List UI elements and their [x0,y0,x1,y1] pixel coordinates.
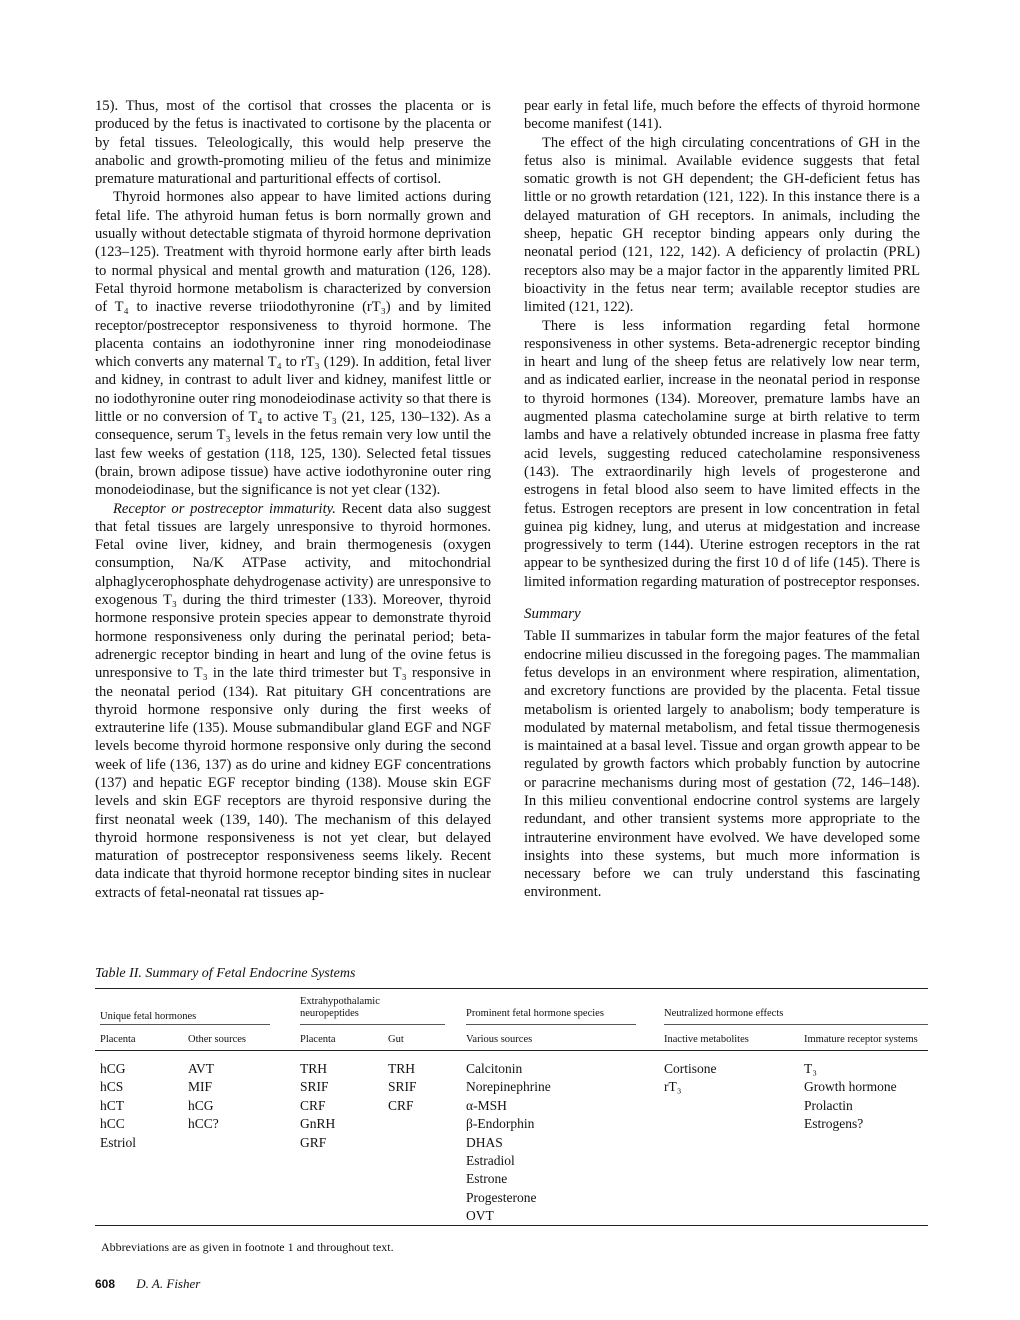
subheader-placenta: Placenta [100,1034,136,1045]
paragraph: Thyroid hormones also appear to have limited actions during fetal life. The athyroid human fetus is born normally grown and usually without detectable stigmata of thyroid hormone deprivation (123–125). Treatment with thyroid hormone early after birth leads to normal physical and mental growth and maturation (126, 128). Fetal thyroid hormone metabolism is characterized by conversion of T₄ to inactive reverse triiodothyronine (rT₃) and by limited receptor/postreceptor responsiveness to thyroid hormone. The placenta contains an iodothyronine inner ring monodeiodinase which converts any maternal T₄ to rT₃ (129). In addition, fetal liver and kidney, in contrast to adult liver and kidney, manifest little or no iodothyronine outer ring monodeiodinase activity so that there is little or no conversion of T₄ to active T₃ (21, 125, 130–132). As a consequence, serum T₃ levels in the fetus remain very low until the last few weeks of gestation (118, 125, 130). Selected fetal tissues (brain, brown adipose tissue) have active iodothyronine outer ring monodeiodinase, but the significance is not yet clear (132). [95,189,491,499]
table-cell: GRF [300,1134,327,1150]
header-unique-hormones: Unique fetal hormones [100,1011,197,1022]
table-cell: TRH [388,1061,415,1076]
table-cell: CRF [300,1097,326,1113]
table-cell: DHAS [466,1134,503,1150]
table-cell: α-MSH [466,1097,507,1113]
page-number: 608 [95,1277,116,1291]
table-cell: β-Endorphin [466,1116,535,1132]
paragraph-text: Recent data also suggest that fetal tissues are largely unresponsive to thyroid hormones. Fetal ovine liver, kidney, and brain thermogenesis (oxygen consumption, Na/K ATPase activity, and mitochondrial alphaglycerophosphate dehydrogenase activity) are unresponsive to exogenous T₃ during the third trimester (133). Moreover, thyroid hormone responsive protein species appear to demonstrate thyroid hormone responsiveness only during the perinatal period; beta-adrenergic receptor binding in heart and lung of the ovine fetus is unresponsive to T₃ in the late third trimester but T₃ responsive in the neonatal period (134). Rat pituitary GH concentrations are thyroid hormone responsive only during the first weeks of extrauterine life (135). Mouse submandibular gland EGF and NGF levels become thyroid hormone responsive only during the second week of life (136, 137) as do urine and kidney EGF concentrations (137) and hepatic EGF receptor binding (138). Mouse skin EGF levels and skin EGF receptors are thyroid responsive during the first neonatal week (139, 140). The mechanism of this delayed thyroid hormone responsiveness is not yet clear, but delayed maturation of postreceptor responsiveness seems likely. Recent data indicate that thyroid hormone receptor binding sites in nuclear extracts of fetal-neonatal rat tissues ap- [95,500,491,901]
table-cell: Cortisone [664,1061,717,1076]
paragraph [95,500,491,903]
header-extrahypothalamic: Extrahypothalamic neuropeptides [300,996,380,1019]
column-placenta-neuropeptides [300,1060,335,1152]
table-cell: hCG [188,1097,214,1113]
running-author: D. A. Fisher [136,1276,201,1291]
table-cell: SRIF [300,1079,329,1095]
right-column [524,97,920,902]
paragraph: There is less information regarding fetal hormone responsiveness in other systems. Beta-adrenergic receptor binding in heart and lung of the sheep fetus are relatively low near term, and as indicated earlier, increase in the neonatal period in response to thyroid hormones (134). Moreover, premature lambs have an augmented plasma catecholamine surge at birth relative to term lambs and have a relatively obtunded increase in plasma free fatty acid levels, suggesting reduced catecholamine responsiveness (143). The extraordinarily high levels of progesterone and estrogens in fetal blood also seem to have limited effects in the fetus. Estrogen receptors are present in low concentration in fetal guinea pig kidney, lung, and uterus at midgestation and increase progressively to term (144). Uterine estrogen receptors in the rat appear to be synthesized during the first 10 d of life (145). There is limited information regarding maturation of postreceptor responses. [524,317,920,590]
table-cell: CRF [388,1097,414,1113]
subheader-inactive-metabolites: Inactive metabolites [664,1034,749,1045]
paragraph: pear early in fetal life, much before the effects of thyroid hormone become manifest (141). [524,98,920,133]
table-cell: hCC [100,1116,125,1132]
table-cell: TRH [300,1061,327,1076]
header-prominent-species: Prominent fetal hormone species [466,1008,604,1019]
subheader-placenta: Placenta [300,1034,336,1045]
column-immature-receptors [804,1060,897,1134]
table-cell: hCG [100,1061,126,1076]
paragraph: The effect of the high circulating concentrations of GH in the fetus also is minimal. Available evidence suggests that fetal somatic growth is not GH dependent; the GH-deficient fetus has little or no growth retardation (121, 122). In this instance there is a delayed maturation of GH receptors. In animals, including the sheep, hepatic GH receptor binding appears only during the neonatal period (121, 122, 142). A deficiency of prolactin (PRL) receptors also may be a major factor in the apparently limited PRL bioactivity in the fetus near term; available receptor studies are limited (121, 122). [524,134,920,316]
run-in-heading: Receptor or postreceptor immaturity. [113,500,336,517]
table-cell: Estriol [100,1134,136,1150]
table-top-rule [95,988,928,989]
table-cell: hCS [100,1079,124,1095]
table-cell: Progesterone [466,1189,537,1205]
header-neutralized-effects: Neutralized hormone effects [664,1008,784,1019]
table-bottom-rule [95,1225,928,1226]
subheader-immature-receptors: Immature receptor systems [804,1034,918,1045]
column-other-sources [188,1060,219,1134]
group-rule [466,1024,636,1025]
table-footnote: Abbreviations are as given in footnote 1 and throughout text. [101,1240,394,1254]
table-cell: rT₃ [664,1079,682,1095]
table-cell: OVT [466,1208,494,1224]
page-footer [95,1276,200,1292]
column-gut [388,1060,417,1115]
table-cell: Estrogens? [804,1116,864,1132]
table-cell: Prolactin [804,1097,853,1113]
section-heading: Summary [524,606,581,623]
table-cell: Calcitonin [466,1061,523,1076]
group-rule [100,1024,270,1025]
table-header-rule [95,1050,928,1051]
table-cell: Estradiol [466,1153,515,1169]
table-cell: SRIF [388,1079,417,1095]
table-cell: MIF [188,1079,213,1095]
group-rule [664,1024,928,1025]
table-cell: GnRH [300,1116,336,1132]
table-cell: Norepinephrine [466,1079,551,1095]
column-inactive-metabolites [664,1060,717,1097]
table-cell: Estrone [466,1171,508,1187]
table-cell: AVT [188,1061,215,1076]
subheader-other-sources: Other sources [188,1034,247,1045]
group-rule [300,1024,445,1025]
paragraph: 15). Thus, most of the cortisol that crosses the placenta or is produced by the fetus is inactivated to cortisone by the placenta or by fetal tissues. Teleologically, this would help preserve the anabolic and growth-promoting milieu of the fetus and minimize premature maturational and parturitional effects of cortisol. [95,98,491,188]
left-column [95,97,491,902]
column-placenta [100,1060,136,1152]
column-various-sources [466,1060,551,1226]
paragraph: Table II summarizes in tabular form the major features of the fetal endocrine milieu discussed in the foregoing pages. The mammalian fetus develops in an environment where respiration, alimentation, and excretory functions are provided by the placenta. Fetal tissue metabolism is oriented largely to anabolism; body temperature is modulated by maternal metabolism, and fetal tissue thermogenesis is maintained at a basal level. Tissue and organ growth appear to be regulated by growth factors which probably function by autocrine or paracrine mechanisms during most of gestation (72, 146–148). In this milieu conventional endocrine control systems are largely redundant, and other transient systems more appropriate to the intrauterine environment have evolved. We have developed some insights into these systems, but much more information is necessary before we can truly understand this fascinating environment. [524,628,920,901]
subheader-various-sources: Various sources [466,1034,533,1045]
subheader-gut: Gut [388,1034,404,1045]
table-cell: Growth hormone [804,1079,897,1095]
table-cell: hCC? [188,1116,219,1132]
table-cell: T₃ [804,1061,817,1076]
table-title: Table II. Summary of Fetal Endocrine Systems [95,966,356,981]
table-cell: hCT [100,1097,125,1113]
